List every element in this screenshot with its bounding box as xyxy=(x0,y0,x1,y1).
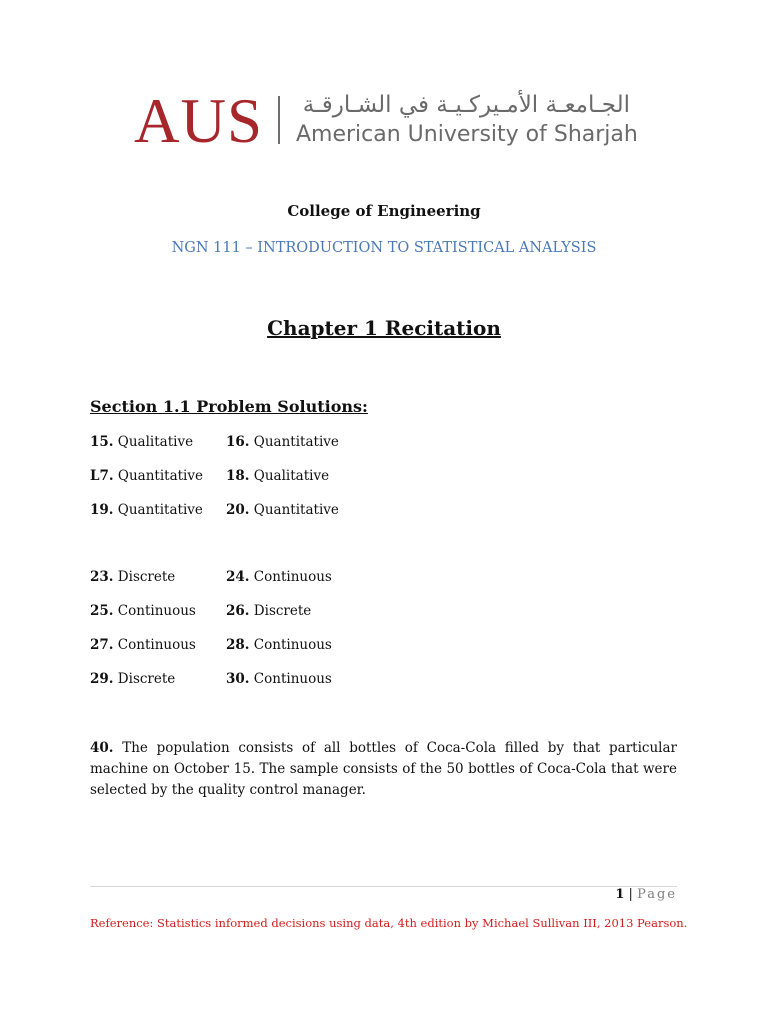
answer-item xyxy=(226,434,339,450)
answer-item xyxy=(90,637,196,653)
logo-arabic-name: الجـامعـة الأمـيركـيـة في الشـارقـة xyxy=(302,92,630,118)
answer-item xyxy=(90,671,175,687)
answer-text: Quantitative xyxy=(253,434,339,450)
answer-item xyxy=(226,603,311,619)
answer-text: Continuous xyxy=(117,603,196,619)
answer-text: Continuous xyxy=(253,671,332,687)
answer-item xyxy=(226,502,339,518)
answer-number: 18. xyxy=(226,468,250,484)
answer-number: L7. xyxy=(90,468,114,484)
answer-text: Qualitative xyxy=(117,434,194,450)
answer-number: 30. xyxy=(226,671,250,687)
answer-item xyxy=(90,468,203,484)
answer-number: 19. xyxy=(90,502,114,518)
college-heading: College of Engineering xyxy=(287,202,481,220)
answer-number: 28. xyxy=(226,637,250,653)
answer-text: Discrete xyxy=(117,671,176,687)
page-number xyxy=(540,887,677,902)
answer-text: Continuous xyxy=(253,637,332,653)
chapter-title: Chapter 1 Recitation xyxy=(267,316,501,340)
logo-divider xyxy=(278,96,280,144)
answer-number: 26. xyxy=(226,603,250,619)
answer-item xyxy=(226,468,329,484)
answer-item xyxy=(226,637,332,653)
answer-number: 20. xyxy=(226,502,250,518)
section-title: Section 1.1 Problem Solutions: xyxy=(90,397,368,416)
logo-english-name: American University of Sharjah xyxy=(296,122,638,147)
answer-number: 24. xyxy=(226,569,250,585)
page-number-value: 1 xyxy=(615,887,625,902)
answer-item xyxy=(226,671,332,687)
answer-text: Quantitative xyxy=(117,502,203,518)
answer-text: Qualitative xyxy=(253,468,330,484)
answer-text: Quantitative xyxy=(117,468,203,484)
answer-text: Discrete xyxy=(253,603,312,619)
answer-text: Discrete xyxy=(117,569,176,585)
answer-text: Continuous xyxy=(253,569,332,585)
answer-item xyxy=(90,569,175,585)
reference-note: Reference: Statistics informed decisions using data, 4th edition by Michael Sullivan III, 2013 Pearson. xyxy=(90,916,688,930)
answer-number: 27. xyxy=(90,637,114,653)
answer-item xyxy=(90,434,193,450)
answer-number: 16. xyxy=(226,434,250,450)
course-title: NGN 111 – INTRODUCTION TO STATISTICAL ANALYSIS xyxy=(171,240,597,256)
answer-number: 15. xyxy=(90,434,114,450)
logo-abbreviation: AUS xyxy=(134,86,264,156)
problem-number: 40. xyxy=(90,740,114,756)
page-separator: | xyxy=(624,887,638,902)
problem-40-solution xyxy=(90,738,677,801)
answer-number: 29. xyxy=(90,671,114,687)
answer-item xyxy=(90,603,196,619)
answer-item xyxy=(90,502,203,518)
answer-text: Quantitative xyxy=(253,502,339,518)
answer-item xyxy=(226,569,332,585)
problem-text: The population consists of all bottles of Coca-Cola filled by that particular machine on October 15. The sample consists of the 50 bottles of Coca-Cola that were selected by the quality control manager. xyxy=(90,740,678,798)
aus-logo xyxy=(134,86,638,158)
page-label: Page xyxy=(637,887,677,902)
answer-number: 25. xyxy=(90,603,114,619)
answer-number: 23. xyxy=(90,569,114,585)
answer-text: Continuous xyxy=(117,637,196,653)
